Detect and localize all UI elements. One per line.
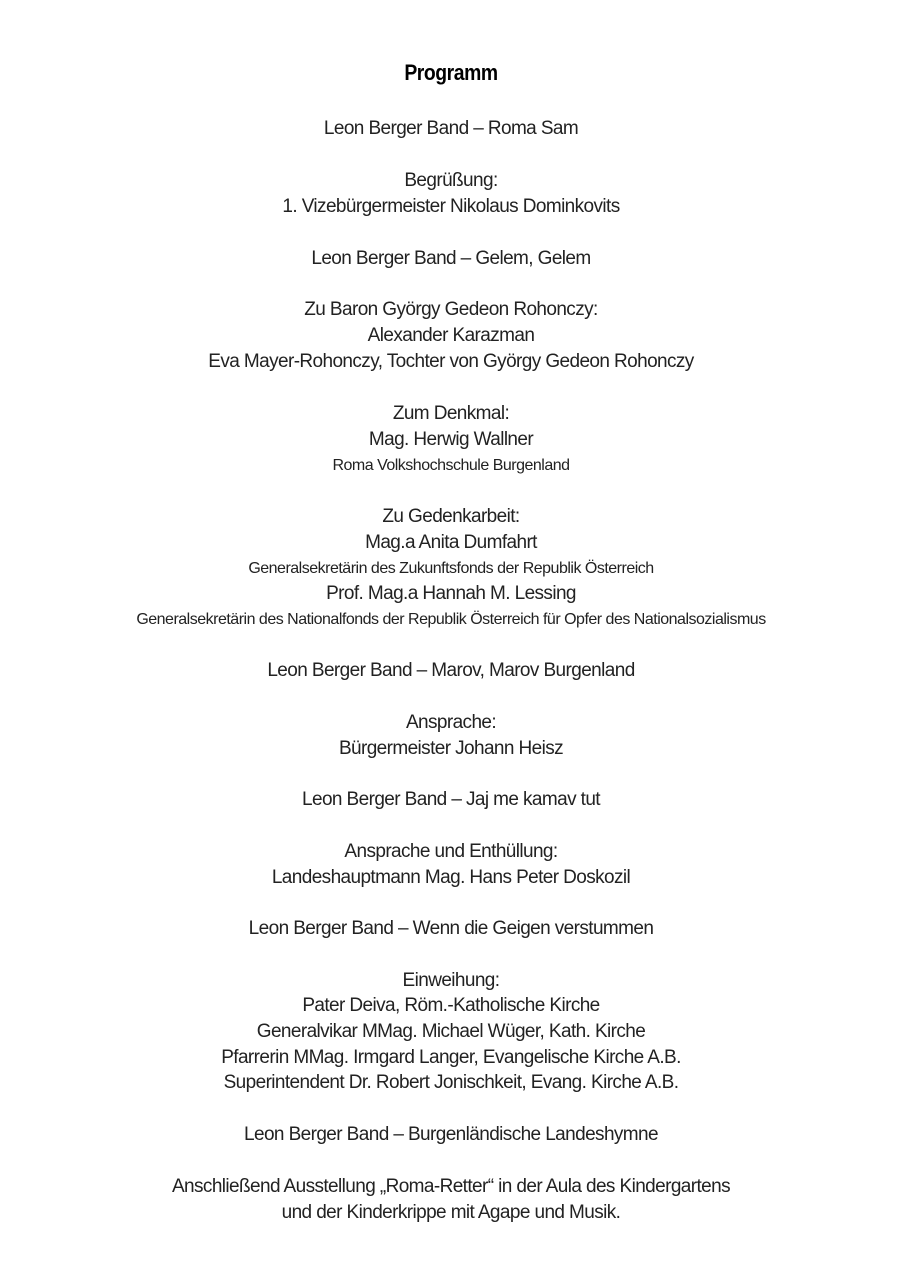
program-line: Leon Berger Band – Wenn die Geigen verstummen — [248, 918, 654, 939]
program-line: Leon Berger Band – Marov, Marov Burgenland — [267, 660, 635, 681]
program-line: Roma Volkshochschule Burgenland — [332, 457, 570, 474]
program-line: Pater Deiva, Röm.-Katholische Kirche — [302, 995, 600, 1016]
program-line: Generalsekretärin des Nationalfonds der Republik Österreich für Opfer des Nationalsozialismus — [136, 611, 766, 628]
program-line: Generalvikar MMag. Michael Wüger, Kath. Kirche — [256, 1021, 646, 1042]
program-line: Einweihung: — [402, 970, 500, 991]
program-line: Landeshauptmann Mag. Hans Peter Doskozil — [271, 867, 631, 888]
program-line: Eva Mayer-Rohonczy, Tochter von György Gedeon Rohonczy — [208, 351, 694, 372]
program-line: Zu Gedenkarbeit: — [382, 506, 520, 527]
program-line: 1. Vizebürgermeister Nikolaus Dominkovits — [282, 196, 620, 217]
page-title: Programm — [404, 60, 498, 85]
program-line: Zu Baron György Gedeon Rohonczy: — [304, 299, 598, 320]
program-line: Alexander Karazman — [367, 325, 535, 346]
program-line: Mag. Herwig Wallner — [368, 429, 534, 450]
program-line: Anschließend Ausstellung „Roma-Retter“ in der Aula des Kindergartens — [171, 1176, 731, 1197]
program-line: Begrüßung: — [404, 170, 498, 191]
program-line: Bürgermeister Johann Heisz — [338, 738, 564, 759]
program-line: Leon Berger Band – Jaj me kamav tut — [302, 789, 600, 810]
program-line: Leon Berger Band – Gelem, Gelem — [311, 248, 591, 269]
program-line: Mag.a Anita Dumfahrt — [365, 532, 537, 553]
program-line: Prof. Mag.a Hannah M. Lessing — [326, 583, 576, 604]
program-line: Ansprache: — [405, 712, 497, 733]
program-line: Leon Berger Band – Burgenländische Landeshymne — [244, 1124, 658, 1145]
program-line: Superintendent Dr. Robert Jonischkeit, Evang. Kirche A.B. — [223, 1072, 679, 1093]
program-line: Pfarrerin MMag. Irmgard Langer, Evangelische Kirche A.B. — [221, 1047, 681, 1068]
program-line: Leon Berger Band – Roma Sam — [323, 118, 579, 139]
program-line: Ansprache und Enthüllung: — [344, 841, 558, 862]
program-line: Generalsekretärin des Zukunftsfonds der Republik Österreich — [248, 560, 654, 577]
program-line: Zum Denkmal: — [392, 403, 510, 424]
program-line: und der Kinderkrippe mit Agape und Musik. — [281, 1202, 621, 1223]
